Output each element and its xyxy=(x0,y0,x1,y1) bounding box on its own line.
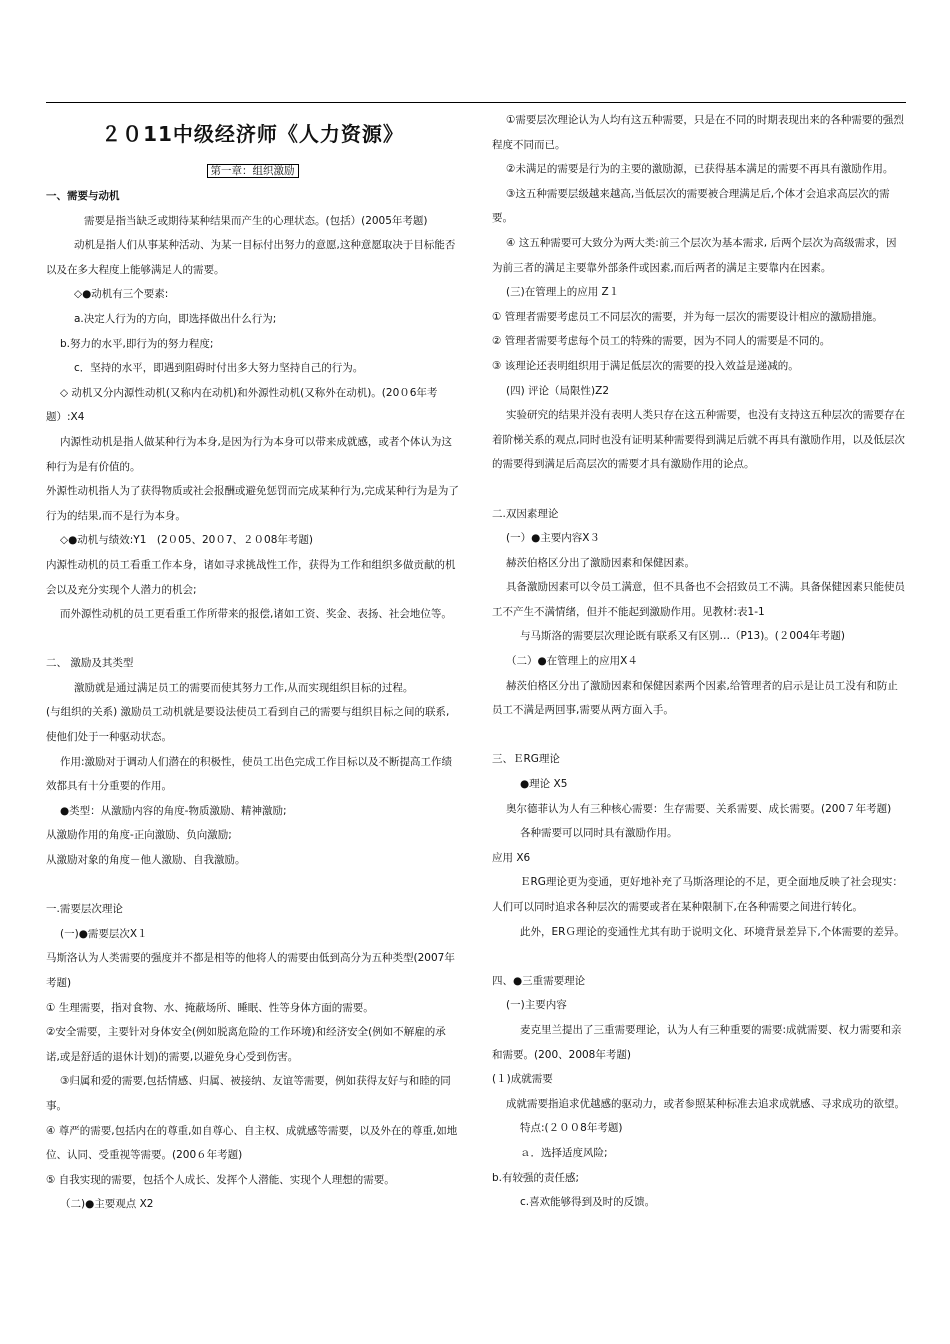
header-rule xyxy=(46,102,906,103)
paragraph: b.努力的水平,即行为的努力程度; xyxy=(60,337,214,350)
paragraph: (一）●主要内容X３ xyxy=(506,532,600,545)
blank-line xyxy=(492,477,906,502)
paragraph: ②安全需要，主要针对身体安全(例如脱离危险的工作环境)和经济安全(例如不解雇的承诺,或是舒适的退休计划)的需要,以避免身心受到伤害。 xyxy=(46,1026,446,1063)
paragraph: 成就需要指追求优越感的驱动力，或者参照某种标准去追求成就感、寻求成功的欲望。 xyxy=(506,1097,905,1110)
paragraph: 实验研究的结果并没有表明人类只存在这五种需要，也没有支持这五种层次的需要存在着阶梯关系的观点,同时也没有证明某种需要得到满足后就不再具有激励作用，以及低层次的需要得到满足后高层次的需要才具有激励作用的论点。 xyxy=(492,409,905,471)
paragraph: 从激励作用的角度-正向激励、负向激励; xyxy=(46,829,232,842)
paragraph: 应用 X6 xyxy=(492,851,531,864)
paragraph: 此外，ERＧ理论的变通性尤其有助于说明文化、环境背景差异下,个体需要的差异。 xyxy=(520,925,905,938)
paragraph: （二)●主要观点 X2 xyxy=(60,1198,154,1211)
paragraph: 奥尔德菲认为人有三种核心需要：生存需要、关系需要、成长需要。(200７年考题) xyxy=(506,802,892,815)
paragraph: ②未满足的需要是行为的主要的激励源，已获得基本满足的需要不再具有激励作用。 xyxy=(506,163,894,176)
paragraph: ② 管理者需要考虑每个员工的特殊的需要，因为不同人的需要是不同的。 xyxy=(492,335,831,348)
paragraph: ●理论 X5 xyxy=(520,778,568,791)
paragraph: (四) 评论（局限性)Z2 xyxy=(506,384,610,397)
paragraph: ③这五种需要层级越来越高,当低层次的需要被合理满足后,个体才会追求高层次的需要。 xyxy=(492,187,890,225)
paragraph: ◇●动机与绩效:Y1 (2０05、20０7、２０08年考题) xyxy=(60,534,314,547)
paragraph: ④ 这五种需要可大致分为两大类:前三个层次为基本需求, 后两个层次为高级需求，因为前三者的满足主要靠外部条件或因素,而后两者的满足主要靠内在因素。 xyxy=(492,236,897,274)
blank-line xyxy=(46,627,459,652)
left-body xyxy=(46,184,459,1217)
paragraph: 特点:(２００8年考题) xyxy=(520,1122,623,1135)
blank-line xyxy=(492,944,906,969)
paragraph: 外源性动机指人为了获得物质或社会报酬或避免惩罚而完成某种行为,完成某种行为是为了行为的结果,而不是行为本身。 xyxy=(46,485,459,522)
paragraph: 一、需要与动机 xyxy=(46,190,120,202)
right-body xyxy=(492,108,906,1215)
paragraph: ①需要层次理论认为人均有这五种需要，只是在不同的时期表现出来的各种需要的强烈程度不同而已。 xyxy=(492,114,904,151)
paragraph: 动机是指人们从事某种活动、为某一目标付出努力的意愿,这种意愿取决于目标能否以及在多大程度上能够满足人的需要。 xyxy=(46,239,456,276)
paragraph: ① 管理者需要考虑员工不同层次的需要，并为每一层次的需要设计相应的激励措施。 xyxy=(492,310,883,323)
paragraph: 三、ＥRG理论 xyxy=(492,753,560,766)
paragraph: 一.需要层次理论 xyxy=(46,903,123,916)
blank-line xyxy=(492,723,906,748)
paragraph: b.有较强的责任感; xyxy=(492,1171,580,1184)
blank-line xyxy=(46,873,459,898)
paragraph: 马斯洛认为人类需要的强度并不都是相等的他将人的需要由低到高分为五种类型(2007年考题) xyxy=(46,952,455,989)
paragraph: （二）●在管理上的应用X４ xyxy=(506,655,638,668)
paragraph: 具备激励因素可以令员工满意，但不具备也不会招致员工不满。具备保健因素只能使员工不产生不满情绪，但并不能起到激励作用。见教材:表1-1 xyxy=(492,581,905,618)
chapter-label: 第一章：组织激励 xyxy=(207,164,299,178)
paragraph: 内源性动机是指人做某种行为本身,是因为行为本身可以带来成就感，或者个体认为这种行为是有价值的。 xyxy=(46,435,452,473)
paragraph: 激励就是通过满足员工的需要而使其努力工作,从而实现组织目标的过程。 xyxy=(74,681,414,694)
paragraph: 二、 激励及其类型 xyxy=(46,657,134,670)
paragraph: c．坚持的水平，即遇到阻碍时付出多大努力坚持自己的行为。 xyxy=(74,362,364,375)
paragraph: a.决定人行为的方向，即选择做出什么行为; xyxy=(74,312,277,325)
paragraph: (一)●需要层次X１ xyxy=(60,927,148,940)
paragraph: 各种需要可以同时具有激励作用。 xyxy=(520,827,678,840)
paragraph: ③归属和爱的需要,包括情感、归属、被接纳、友谊等需要，例如获得友好与和睦的同事。 xyxy=(46,1075,451,1112)
paragraph: 赫茨伯格区分出了激励因素和保健因素两个因素,给管理者的启示是让员工没有和防止员工不满是两回事,需要从两方面入手。 xyxy=(492,679,898,717)
paragraph: 从激励对象的角度－他人激励、自我激励。 xyxy=(46,854,246,867)
paragraph: ＥRG理论更为变通，更好地补充了马斯洛理论的不足，更全面地反映了社会现实：人们可以同时追求各种层次的需要或者在某种限制下,在各种需要之间进行转化。 xyxy=(492,876,903,913)
paragraph: (１)成就需要 xyxy=(492,1073,553,1086)
paragraph: (与组织的关系) 激励员工动机就是要设法使员工看到自己的需要与组织目标之间的联系,使他们处于一种驱动状态。 xyxy=(46,706,450,744)
document-title: ２０11中级经济师《人力资源》 xyxy=(101,122,404,146)
paragraph: 二.双因素理论 xyxy=(492,507,559,520)
paragraph: (一)主要内容 xyxy=(506,999,567,1012)
paragraph: ① 生理需要，指对食物、水、掩蔽场所、睡眠、性等身体方面的需要。 xyxy=(46,1001,374,1014)
paragraph: 需要是指当缺乏或期待某种结果而产生的心理状态。(包括）(2005年考题) xyxy=(84,214,428,227)
paragraph: ◇ 动机又分内源性动机(又称内在动机)和外源性动机(又称外在动机)。(20０6年考题）:X4 xyxy=(46,386,438,424)
paragraph: (三)在管理上的应用 Z１ xyxy=(506,286,620,299)
paragraph: 内源性动机的员工看重工作本身，诸如寻求挑战性工作，获得为工作和组织多做贡献的机会以及充分实现个人潜力的机会; xyxy=(46,558,456,596)
right-column xyxy=(492,108,906,1215)
paragraph: 与马斯洛的需要层次理论既有联系又有区别…（P13)。(２004年考题) xyxy=(520,630,846,643)
paragraph: ③ 该理论还表明组织用于满足低层次的需要的投入效益是递减的。 xyxy=(492,359,799,372)
paragraph: 赫茨伯格区分出了激励因素和保健因素。 xyxy=(506,556,695,569)
left-column xyxy=(46,108,459,1217)
paragraph: ◇●动机有三个要素: xyxy=(74,288,169,301)
paragraph: 而外源性动机的员工更看重工作所带来的报偿,诸如工资、奖金、表扬、社会地位等。 xyxy=(60,608,452,621)
paragraph: 麦克里兰提出了三重需要理论，认为人有三种重要的需要:成就需要、权力需要和亲和需要。(200、2008年考题) xyxy=(492,1023,902,1061)
paragraph: c.喜欢能够得到及时的反馈。 xyxy=(520,1196,656,1209)
paragraph: 作用:激励对于调动人们潜在的积极性，使员工出色完成工作目标以及不断提高工作绩效都具有十分重要的作用。 xyxy=(46,755,453,793)
paragraph: ａ．选择适度风险; xyxy=(520,1146,608,1159)
paragraph: ④ 尊严的需要,包括内在的尊重,如自尊心、自主权、成就感等需要，以及外在的尊重,如地位、认同、受重视等需要。(200６年考题) xyxy=(46,1124,458,1162)
paragraph: 四、●三重需要理论 xyxy=(492,974,586,987)
paragraph: ⑤ 自我实现的需要，包括个人成长、发挥个人潜能、实现个人理想的需要。 xyxy=(46,1173,395,1186)
chapter-heading xyxy=(46,163,459,178)
paragraph: ●类型：从激励内容的角度-物质激励、精神激励; xyxy=(60,804,287,817)
